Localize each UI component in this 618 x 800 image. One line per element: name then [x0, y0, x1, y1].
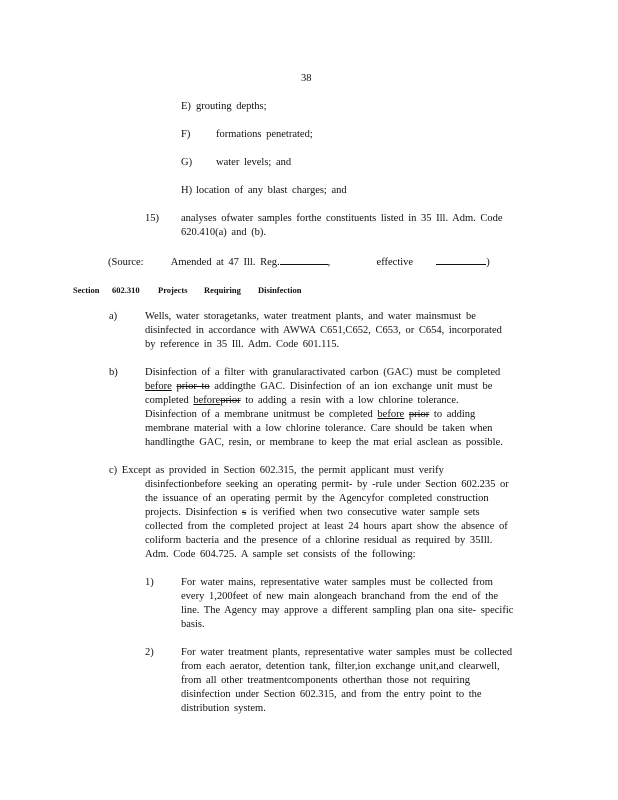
para-c-line4-pre: projects. Disinfection — [145, 507, 238, 518]
item-15-marker: 15) — [145, 213, 159, 224]
para-c-line1: c) Except as provided in Section 602.315, the permit applicant must verify — [109, 465, 444, 476]
subitem-2-line4: disinfection under Section 602.315, and from the entry point to the — [181, 689, 482, 700]
para-c-line6: coliform bacteria and the presence of a chlorine residual as required by 35Ill. — [145, 535, 493, 546]
item-e-marker: E) — [181, 101, 191, 112]
subitem-2-line1: For water treatment plants, representative water samples must be collected — [181, 647, 513, 658]
inserted-text: before — [145, 381, 172, 392]
para-b-line4-pre: Disinfection of a membrane unitmust be completed — [145, 409, 373, 420]
subitem-2-line3: from all other treatmentcomponents otherthan those not requiring — [181, 675, 470, 686]
para-a-marker: a) — [109, 311, 118, 322]
deleted-text: prior — [220, 395, 241, 406]
section-title-word-2: Requiring — [204, 285, 241, 295]
register-blank — [280, 255, 328, 265]
item-g-marker: G) — [181, 157, 193, 168]
para-b-line3-pre: completed — [145, 395, 189, 406]
item-h-text: location of any blast charges; and — [196, 185, 347, 196]
section-number: 602.310 — [112, 285, 140, 295]
section-title-word-1: Projects — [158, 285, 188, 295]
subitem-1-line4: basis. — [181, 619, 205, 630]
inserted-text: before — [193, 395, 221, 406]
source-note — [108, 255, 490, 270]
deleted-text: s — [242, 507, 247, 518]
source-amended: Amended at 47 Ill. Reg. — [170, 257, 280, 268]
inserted-text: before — [377, 409, 405, 420]
item-h-marker: H) — [181, 185, 193, 196]
deleted-text: prior to — [176, 381, 210, 392]
item-15-line2: 620.410(a) and (b). — [181, 227, 267, 238]
para-c-line3: the issuance of an operating permit by the Agencyfor completed construction — [145, 493, 489, 504]
subitem-2-line5: distribution system. — [181, 703, 266, 714]
source-close: ) — [486, 257, 490, 268]
item-15-line1: analyses ofwater samples forthe constituents listed in 35 Ill. Adm. Code — [181, 213, 503, 224]
para-c-line5: collected from the completed project at least 24 hours apart show the absence of — [145, 521, 508, 532]
para-b-line2 — [145, 380, 492, 394]
deleted-text: prior — [408, 409, 430, 420]
para-b-line4 — [145, 408, 475, 422]
para-b-line4-rest: to adding — [433, 409, 476, 420]
para-c-line4-rest: is verified when two consecutive water sample sets — [250, 507, 480, 518]
source-effective: effective — [376, 257, 414, 268]
para-b-line1: Disinfection of a filter with granularactivated carbon (GAC) must be completed — [145, 367, 501, 378]
para-c-line4 — [145, 506, 480, 520]
item-f-marker: F) — [181, 129, 191, 140]
subitem-1-line1: For water mains, representative water samples must be collected from — [181, 577, 493, 588]
para-b-line5: membrane material with a low chlorine tolerance. Care should be taken when — [145, 423, 493, 434]
subitem-1-line2: every 1,200feet of new main alongeach branchand from the end of the — [181, 591, 499, 602]
para-b-line3 — [145, 394, 459, 408]
para-b-line6: handlingthe GAC, resin, or membrane to keep the mat erial asclean as possible. — [145, 437, 503, 448]
para-c-line2: disinfectionbefore seeking an operating permit- by -rule under Section 602.235 or — [145, 479, 509, 490]
section-title-word-3: Disinfection — [258, 285, 302, 295]
para-b-marker: b) — [109, 367, 118, 378]
item-g-text: water levels; and — [216, 157, 292, 168]
para-a-line1: Wells, water storagetanks, water treatment plants, and water mainsmust be — [145, 311, 476, 322]
subitem-2-marker: 2) — [145, 647, 154, 658]
para-a-line2: disinfected in accordance with AWWA C651,C652, C653, or C654, incorporated — [145, 325, 502, 336]
para-b-line2-rest: addingthe GAC. Disinfection of an ion exchange unit must be — [214, 381, 493, 392]
item-e-text: grouting depths; — [196, 101, 267, 112]
para-a-line3: by reference in 35 Ill. Adm. Code 601.115. — [145, 339, 340, 350]
page-number: 38 — [301, 73, 312, 84]
subitem-1-line3: line. The Agency may approve a different sampling plan ona site- specific — [181, 605, 514, 616]
source-open: (Source: — [108, 257, 144, 268]
effective-date-blank — [436, 255, 486, 265]
para-c-line7: Adm. Code 604.725. A sample set consists of the following: — [145, 549, 416, 560]
subitem-1-marker: 1) — [145, 577, 154, 588]
subitem-2-line2: from each aerator, detention tank, filter,ion exchange unit,and clearwell, — [181, 661, 500, 672]
para-b-line3-rest: to adding a resin with a low chlorine tolerance. — [245, 395, 459, 406]
source-comma: , — [327, 257, 331, 268]
item-f-text: formations penetrated; — [216, 129, 313, 140]
section-label: Section — [73, 285, 100, 295]
